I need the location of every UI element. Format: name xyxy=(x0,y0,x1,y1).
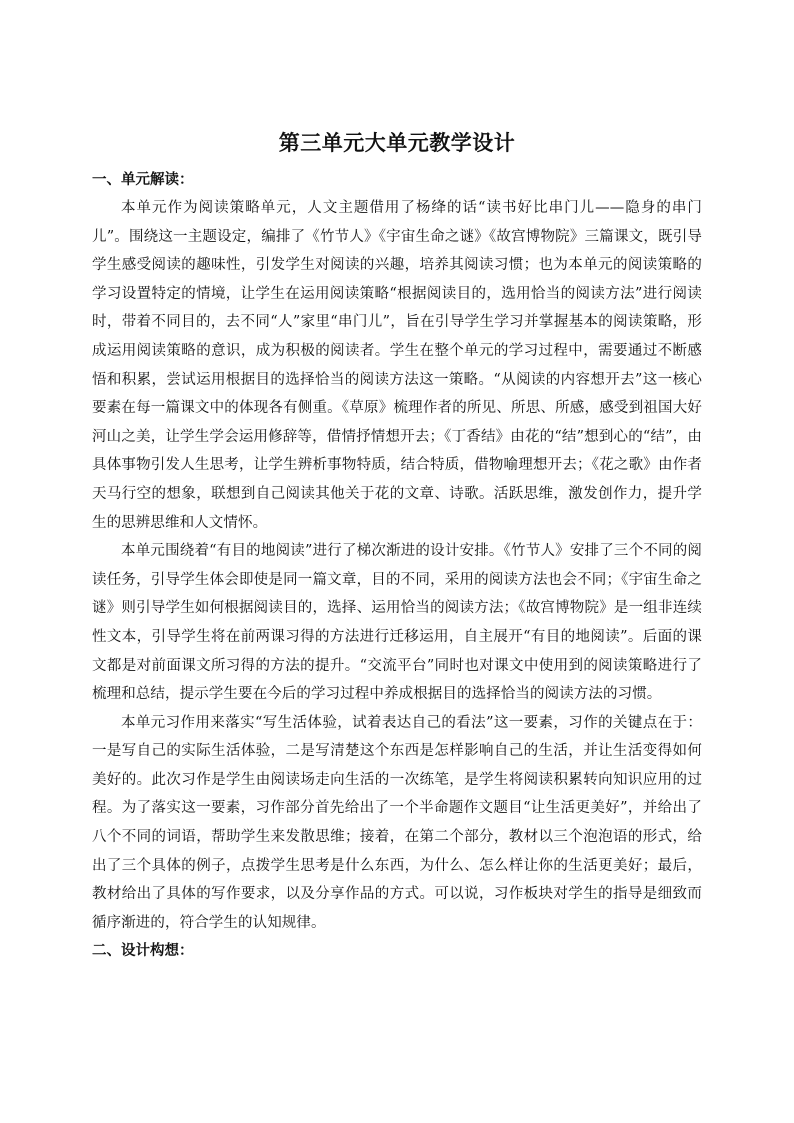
paragraph-3: 本单元习作用来落实“写生活体验，试着表达自己的看法”这一要素，习作的关键点在于：一是写自己的实际生活体验，二是写清楚这个东西是怎样影响自己的生活，并让生活变得如何美好的。此次习作是学生由阅读场走向生活的一次练笔，是学生将阅读积累转向知识应用的过程。为了落实这一要素，习作部分首先给出了一个半命题作文题目“让生活更美好”，并给出了八个不同的词语，帮助学生来发散思维；接着，在第二个部分，教材以三个泡泡语的形式，给出了三个具体的例子，点拨学生思考是什么东西，为什么、怎么样让你的生活更美好；最后，教材给出了具体的写作要求，以及分享作品的方式。可以说，习作板块对学生的指导是细致而循序渐进的，符合学生的认知规律。 xyxy=(92,714,702,931)
section-design-concept xyxy=(92,937,702,965)
document-title: 第三单元大单元教学设计 xyxy=(278,130,516,155)
section-unit-interpretation xyxy=(92,166,702,937)
section-heading-design-concept: 二、设计构想： xyxy=(92,942,194,960)
paragraph-1: 本单元作为阅读策略单元，人文主题借用了杨绛的话“读书好比串门儿——隐身的串门儿”。围绕这一主题设定，编排了《竹节人》《宇宙生命之谜》《故宫博物院》三篇课文，既引导学生感受阅读的趣味性，引发学生对阅读的兴趣，培养其阅读习惯；也为本单元的阅读策略的学习设置特定的情境，让学生在运用阅读策略“根据阅读目的，选用恰当的阅读方法”进行阅读时，带着不同目的，去不同“人”家里“串门儿”，旨在引导学生学习并掌握基本的阅读策略，形成运用阅读策略的意识，成为积极的阅读者。学生在整个单元的学习过程中，需要通过不断感悟和积累，尝试运用根据目的选择恰当的阅读方法这一策略。“从阅读的内容想开去”这一核心要素在每一篇课文中的体现各有侧重。《草原》梳理作者的所见、所思、所感，感受到祖国大好河山之美，让学生学会运用修辞等，借情抒情想开去；《丁香结》由花的“结”想到心的“结”，由具体事物引发人生思考，让学生辨析事物特质，结合特质，借物喻理想开去；《花之歌》由作者天马行空的想象，联想到自己阅读其他关于花的文章、诗歌。活跃思维，激发创作力，提升学生的思辨思维和人文情怀。 xyxy=(92,200,702,531)
paragraph-2: 本单元围绕着“有目的地阅读”进行了梯次渐进的设计安排。《竹节人》安排了三个不同的阅读任务，引导学生体会即使是同一篇文章，目的不同，采用的阅读方法也会不同；《宇宙生命之谜》则引导学生如何根据阅读目的，选择、运用恰当的阅读方法；《故宫博物院》是一组非连续性文本，引导学生将在前两课习得的方法进行迁移运用，自主展开“有目的地阅读”。后面的课文都是对前面课文所习得的方法的提升。“交流平台”同时也对课文中使用到的阅读策略进行了梳理和总结，提示学生要在今后的学习过程中养成根据目的选择恰当的阅读方法的习惯。 xyxy=(92,543,702,703)
section-heading-unit-interpretation: 一、单元解读： xyxy=(92,171,194,188)
